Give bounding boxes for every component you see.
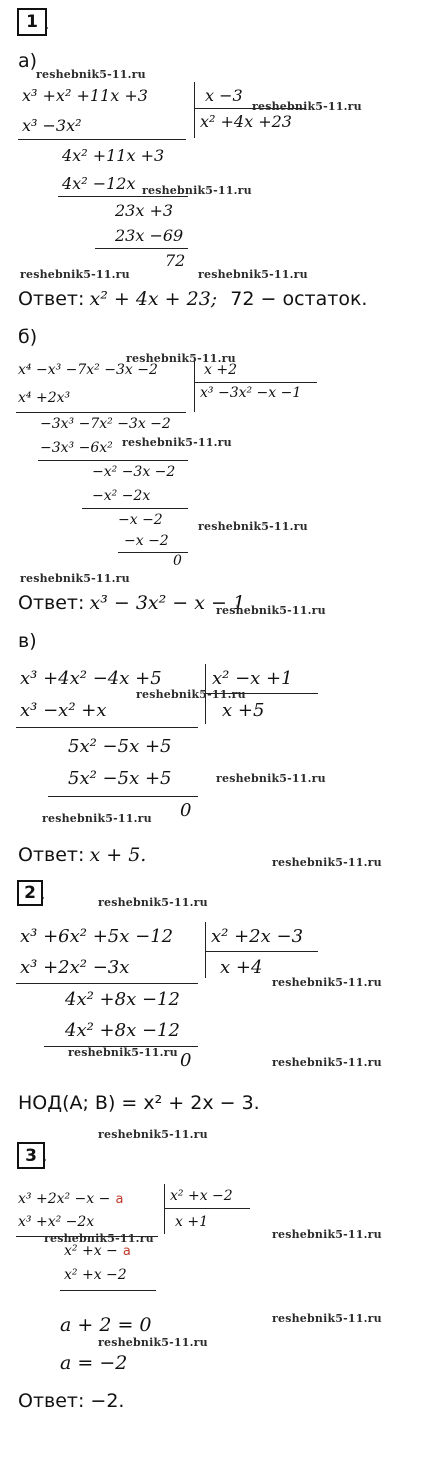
task-2-dot: .	[40, 884, 46, 904]
watermark: reshebnik5-11.ru	[122, 436, 232, 449]
task-2-divisor-line	[206, 951, 318, 952]
part-a-sub3: 23x −69	[115, 226, 184, 245]
watermark: reshebnik5-11.ru	[36, 68, 146, 81]
watermark: reshebnik5-11.ru	[272, 976, 382, 989]
task-2-answer: НОД(A; B) = x² + 2x − 3.	[18, 1092, 260, 1114]
watermark: reshebnik5-11.ru	[136, 688, 246, 701]
task-3-dot: .	[42, 1146, 48, 1166]
part-b-answer-label: Ответ:	[18, 592, 85, 614]
watermark: reshebnik5-11.ru	[272, 1312, 382, 1325]
task-3-dividend-main: x³ +2x² −x −	[18, 1191, 111, 1207]
watermark: reshebnik5-11.ru	[198, 520, 308, 533]
task-2-dividend: x³ +6x² +5x −12	[20, 926, 174, 947]
part-b-answer	[18, 592, 245, 614]
watermark: reshebnik5-11.ru	[98, 1336, 208, 1349]
part-c-label: в)	[18, 630, 37, 652]
part-c-answer	[18, 844, 146, 866]
part-b-divisor: x +2	[204, 362, 237, 378]
watermark: reshebnik5-11.ru	[142, 184, 252, 197]
watermark: reshebnik5-11.ru	[126, 352, 236, 365]
watermark: reshebnik5-11.ru	[98, 896, 208, 909]
part-b-rem1: −3x³ −7x² −3x −2	[40, 416, 171, 432]
task-2-sub1: x³ +2x² −3x	[20, 957, 130, 978]
part-a-dividend: x³ +x² +11x +3	[22, 86, 148, 105]
task-2-rem2: 0	[180, 1050, 192, 1071]
task-3-equation-1: a + 2 = 0	[60, 1314, 152, 1336]
part-b-rem4: 0	[173, 553, 182, 569]
part-b-divider-vertical	[194, 360, 195, 412]
part-a-divisor: x −3	[205, 86, 243, 105]
part-a-line1	[18, 139, 186, 140]
part-b-rem2: −x² −3x −2	[92, 464, 176, 480]
watermark: reshebnik5-11.ru	[20, 268, 130, 281]
task-3-line2	[60, 1290, 156, 1291]
part-a-answer	[18, 288, 367, 310]
part-a-line3	[95, 248, 188, 249]
task-3-number-box	[17, 1142, 48, 1169]
part-c-divisor: x² −x +1	[212, 668, 293, 689]
task-2-divisor: x² +2x −3	[211, 926, 304, 947]
watermark: reshebnik5-11.ru	[98, 1128, 208, 1141]
part-b-rem3: −x −2	[118, 512, 163, 528]
watermark: reshebnik5-11.ru	[20, 572, 130, 585]
watermark: reshebnik5-11.ru	[198, 268, 308, 281]
part-c-rem2: 0	[180, 800, 192, 821]
part-b-quotient: x³ −3x² −x −1	[200, 385, 302, 401]
part-c-line2	[48, 796, 198, 797]
task-2-line1	[16, 983, 198, 984]
part-a-divider-vertical	[194, 82, 195, 138]
part-b-sub4: −x −2	[124, 533, 169, 549]
watermark: reshebnik5-11.ru	[252, 100, 362, 113]
part-c-sub1: x³ −x² +x	[20, 700, 107, 721]
task-3-rem1-param: a	[122, 1244, 131, 1259]
task-1-number-box	[17, 8, 50, 36]
watermark: reshebnik5-11.ru	[44, 1232, 154, 1245]
watermark: reshebnik5-11.ru	[42, 812, 152, 825]
task-3-quotient: x +1	[175, 1214, 208, 1230]
part-a-answer-expr: x² + 4x + 23;	[89, 288, 218, 310]
task-3-dividend	[18, 1188, 123, 1207]
watermark: reshebnik5-11.ru	[272, 1056, 382, 1069]
task-3-dividend-param: a	[115, 1192, 124, 1207]
task-2-sub2: 4x² +8x −12	[65, 1020, 180, 1041]
part-a-answer-tail: 72 − остаток.	[230, 288, 368, 310]
part-b-sub3: −x² −2x	[92, 488, 151, 504]
part-a-rem2: 23x +3	[115, 201, 174, 220]
task-3-sub1: x³ +x² −2x	[18, 1214, 95, 1230]
task-2-number: 2	[24, 883, 36, 903]
part-a-rem1: 4x² +11x +3	[62, 146, 165, 165]
part-b-divisor-line	[195, 382, 317, 383]
part-c-quotient: x +5	[222, 700, 265, 721]
task-2-quotient: x +4	[220, 957, 263, 978]
watermark: reshebnik5-11.ru	[68, 1046, 178, 1059]
part-a-sub1: x³ −3x²	[22, 116, 82, 135]
task-1-number: 1	[26, 12, 38, 32]
part-b-answer-expr: x³ − 3x² − x − 1	[89, 592, 246, 614]
part-a-label: а)	[18, 50, 38, 72]
part-c-dividend: x³ +4x² −4x +5	[20, 668, 162, 689]
part-a-answer-label: Ответ:	[18, 288, 85, 310]
task-2-divider-vertical	[205, 922, 206, 978]
part-a-rem3: 72	[165, 251, 186, 270]
part-b-dividend: x⁴ −x³ −7x² −3x −2	[18, 362, 158, 378]
task-3-divisor-line	[165, 1208, 250, 1209]
part-c-line1	[16, 727, 198, 728]
task-3-divider-vertical	[164, 1184, 165, 1234]
part-b-line1	[16, 412, 186, 413]
part-b-sub1: x⁴ +2x³	[18, 390, 71, 406]
part-c-rem1: 5x² −5x +5	[68, 736, 172, 757]
task-3-number: 3	[25, 1145, 37, 1166]
watermark: reshebnik5-11.ru	[216, 772, 326, 785]
part-b-line3	[82, 508, 188, 509]
part-c-sub2: 5x² −5x +5	[68, 768, 172, 789]
task-3-divisor: x² +x −2	[170, 1188, 233, 1204]
watermark: reshebnik5-11.ru	[216, 604, 326, 617]
task-2-rem1: 4x² +8x −12	[65, 989, 180, 1010]
task-1-dot: .	[44, 14, 50, 34]
part-c-answer-label: Ответ:	[18, 844, 85, 866]
task-3-answer: Ответ: −2.	[18, 1390, 125, 1412]
task-3-sub2: x² +x −2	[64, 1267, 127, 1283]
part-b-sub2: −3x³ −6x²	[40, 440, 113, 456]
part-b-label: б)	[18, 326, 38, 348]
part-a-quotient: x² +4x +23	[200, 112, 292, 131]
part-c-answer-expr: x + 5.	[89, 844, 147, 866]
task-3-equation-2: a = −2	[60, 1352, 128, 1374]
watermark: reshebnik5-11.ru	[272, 1228, 382, 1241]
part-b-line2	[38, 460, 188, 461]
part-a-sub2: 4x² −12x	[62, 174, 136, 193]
watermark: reshebnik5-11.ru	[272, 856, 382, 869]
task-3-rem1-main: x² +x −	[64, 1243, 118, 1259]
